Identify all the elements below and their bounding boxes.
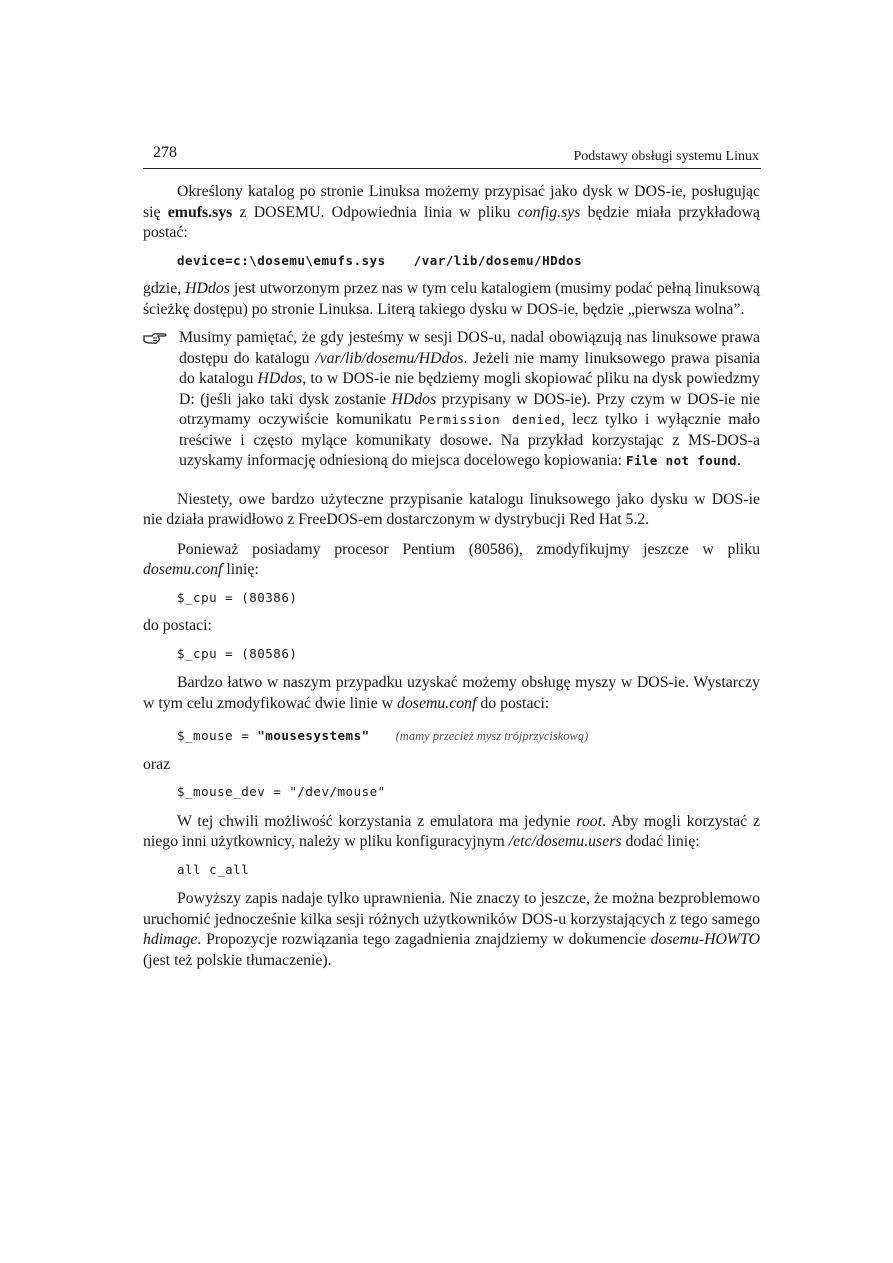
text-run: jest utworzonym przez nas w tym celu katalogiem (musimy podać pełną linuksową ścieżkę dostępu) po stronie Linuksa. Literą takiego dysku w DOS-ie, będzie „pierwsza wolna”. (143, 280, 760, 318)
italic-term: dosemu.conf (397, 694, 477, 712)
code-cpu-new: $_cpu = (80586) (177, 645, 298, 661)
text-run: Określony katalog po stronie Linuksa możemy przypisać jako dysk w DOS-ie, posługując się (143, 183, 760, 221)
text-oraz: oraz (143, 755, 171, 773)
running-title: Podstawy obsługi systemu Linux (573, 149, 759, 164)
text-run: Ponieważ posiadamy procesor Pentium (80586), zmodyfikujmy jeszcze w pliku (177, 540, 760, 558)
text-run: , to w DOS-ie nie będziemy mogli skopiować pliku na dysk powiedzmy D: (jeśli jako taki dysk zostanie (179, 370, 760, 408)
bold-term: emufs.sys (167, 203, 233, 221)
code-mouse-dev: $_mouse_dev = "/dev/mouse" (177, 784, 386, 799)
italic-term: HDdos (391, 390, 437, 408)
paragraph-permissions (143, 889, 760, 971)
paragraph-hddos (143, 279, 760, 320)
code-mouse-line (177, 726, 760, 747)
italic-term: dosemu.conf (143, 561, 223, 578)
text-run: Bardzo łatwo w naszym przypadku uzyskać możemy obsługę myszy w DOS-ie. Wystarczy w tym celu zmodyfikować dwie linie w (143, 674, 760, 712)
text-run: . Propozycje rozwiązania tego zagadnienia znajdziemy w dokumencie (197, 931, 651, 948)
text-run: (jest też polskie tłumaczenie). (143, 951, 332, 969)
page-header (143, 142, 761, 169)
pointing-hand-icon (143, 330, 167, 346)
text-run: . (736, 452, 741, 469)
italic-term: hdimage (143, 931, 198, 948)
text-run: Musimy pamiętać, że gdy jesteśmy w sesji DOS-u, nadal obowiązują nas linuksowe prawa dostępu do katalogu (179, 329, 760, 367)
code-part: $_mouse = (177, 728, 258, 743)
italic-term: HDdos (257, 370, 303, 387)
code-part: /var/lib/dosemu/HDdos (413, 252, 583, 268)
text-run: z DOSEMU. Odpowiednia linia w pliku (232, 203, 518, 221)
code-comment: (mamy przecież mysz trójprzyciskową) (395, 729, 589, 743)
page-number: 278 (153, 144, 177, 161)
text-run: Powyższy zapis nadaje tylko uprawnienia. Nie znaczy to jeszcze, że można bezproblemowo uruchomić jednocześnie kilka sesji różnych użytkowników DOS-u korzystających z tego samego (143, 890, 760, 928)
text-run: będzie miała przykładową postać: (143, 203, 760, 241)
code-part: device=c:\dosemu\emufs.sys (177, 252, 386, 268)
text-run: W tej chwili możliwość korzystania z emulatora ma jedynie (177, 812, 577, 830)
paragraph-freedos: Niestety, owe bardzo użyteczne przypisanie katalogu linuksowego jako dysku w DOS-ie nie działa prawidłowo z FreeDOS-em dostarczonym w dystrybucji Red Hat 5.2. (143, 490, 760, 528)
paragraph-root (143, 812, 760, 853)
code-part: "mousesystems" (257, 728, 370, 743)
code-device-line (177, 251, 760, 272)
text-do-postaci: do postaci: (143, 617, 212, 634)
italic-term: HDdos (185, 280, 230, 297)
text-run: . Jeżeli nie mamy linuksowego prawa pisania do katalogu (179, 349, 760, 387)
paragraph-emufs (143, 182, 760, 244)
text-run: linię: (222, 561, 259, 578)
code-term: File not found (626, 453, 737, 468)
italic-term: /etc/dosemu.users (508, 833, 622, 850)
italic-term: /var/lib/dosemu/HDdos (315, 349, 464, 367)
text-run: przypisany w DOS-ie). Przy czym w DOS-ie nie otrzymamy oczywiście komunikatu (179, 390, 761, 428)
note-block (143, 328, 760, 472)
italic-term: config.sys (517, 203, 581, 221)
text-run: . Aby mogli korzystać z niego inni użytkownicy, należy w pliku konfiguracyjnym (143, 812, 760, 850)
italic-term: dosemu-HOWTO (650, 931, 760, 948)
italic-term: root (576, 812, 603, 830)
page-body (143, 182, 760, 971)
text-run: , lecz tylko i wyłącznie mało treściwe i często mylące komunikaty dosowe. Na przykład korzystając z MS-DOS-a uzyskamy informację odniesioną do miejsca docelowego kopiowania: (179, 411, 760, 469)
text-run: dodać linię: (621, 833, 700, 850)
paragraph-pentium (143, 540, 760, 581)
paragraph-mouse (143, 673, 760, 714)
text-run: gdzie, (143, 280, 186, 297)
code-term: Permission denied (419, 412, 561, 427)
code-cpu-old: $_cpu = (80386) (177, 589, 298, 605)
text-run: do postaci: (476, 694, 550, 712)
code-all-line: all c_all (177, 861, 250, 877)
